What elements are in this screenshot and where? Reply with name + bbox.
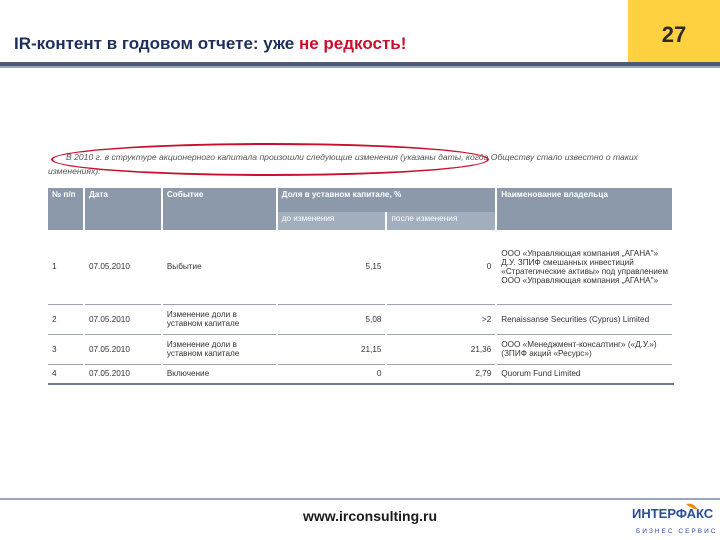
table-row xyxy=(48,334,673,364)
logo-wordmark: ИНТЕРФАКС xyxy=(632,506,714,521)
cell-owner: Quorum Fund Limited xyxy=(496,364,673,384)
col-header-share-after: после изменения xyxy=(386,212,496,230)
title-divider-light xyxy=(0,66,720,68)
col-header-num: № п/п xyxy=(48,188,84,230)
cell-date: 07.05.2010 xyxy=(84,230,162,304)
cell-owner: ООО «Управляющая компания „АГАНА"» Д.У. ЗПИФ смешанных инвестиций «Стратегические активы» под управлением ООО «Управляющая компания „АГАНА"» xyxy=(496,230,673,304)
highlight-oval xyxy=(51,143,489,176)
cell-before: 5,15 xyxy=(277,230,387,304)
cell-date: 07.05.2010 xyxy=(84,304,162,334)
cell-after: 2,79 xyxy=(386,364,496,384)
cell-event: Выбытие xyxy=(162,230,277,304)
page-number-box xyxy=(628,0,720,62)
cell-num: 2 xyxy=(48,304,84,334)
interfax-logo xyxy=(628,500,718,538)
shareholder-changes-table xyxy=(48,188,674,385)
slide-title-main: IR-контент в годовом отчете: уже xyxy=(14,34,299,53)
intro-paragraph: В 2010 г. в структуре акционерного капитала произошли следующие изменения (указаны даты, когда Обществу стало известно о таких изменениях): xyxy=(48,152,638,176)
col-header-share-before: до изменения xyxy=(277,212,387,230)
cell-num: 3 xyxy=(48,334,84,364)
cell-before: 21,15 xyxy=(277,334,387,364)
cell-before: 0 xyxy=(277,364,387,384)
logo-tagline: БИЗНЕС СЕРВИС xyxy=(636,528,718,535)
cell-date: 07.05.2010 xyxy=(84,334,162,364)
col-header-owner: Наименование владельца xyxy=(496,188,673,230)
col-header-share: Доля в уставном капитале, % xyxy=(277,188,497,212)
footer-divider xyxy=(0,498,720,500)
footer-website-link[interactable]: www.irconsulting.ru xyxy=(302,508,438,524)
col-header-date: Дата xyxy=(84,188,162,230)
slide-title xyxy=(14,34,406,54)
table-row xyxy=(48,230,673,304)
table-row xyxy=(48,304,673,334)
cell-owner: ООО «Менеджмент-консалтинг» («Д.У.») (ЗПИФ акций «Ресурс») xyxy=(496,334,673,364)
cell-num: 1 xyxy=(48,230,84,304)
cell-owner: Renaissanse Securities (Cyprus) Limited xyxy=(496,304,673,334)
cell-event: Изменение доли в уставном капитале xyxy=(162,304,277,334)
cell-after: 21,36 xyxy=(386,334,496,364)
cell-event: Изменение доли в уставном капитале xyxy=(162,334,277,364)
cell-event: Включение xyxy=(162,364,277,384)
slide-title-accent: не редкость! xyxy=(298,34,407,53)
table-header-row xyxy=(48,188,673,212)
page-number: 27 xyxy=(661,22,687,47)
title-bar xyxy=(0,0,720,62)
cell-date: 07.05.2010 xyxy=(84,364,162,384)
col-header-event: Событие xyxy=(162,188,277,230)
cell-after: >2 xyxy=(386,304,496,334)
table-row xyxy=(48,364,673,384)
cell-num: 4 xyxy=(48,364,84,384)
cell-after: 0 xyxy=(386,230,496,304)
cell-before: 5,08 xyxy=(277,304,387,334)
